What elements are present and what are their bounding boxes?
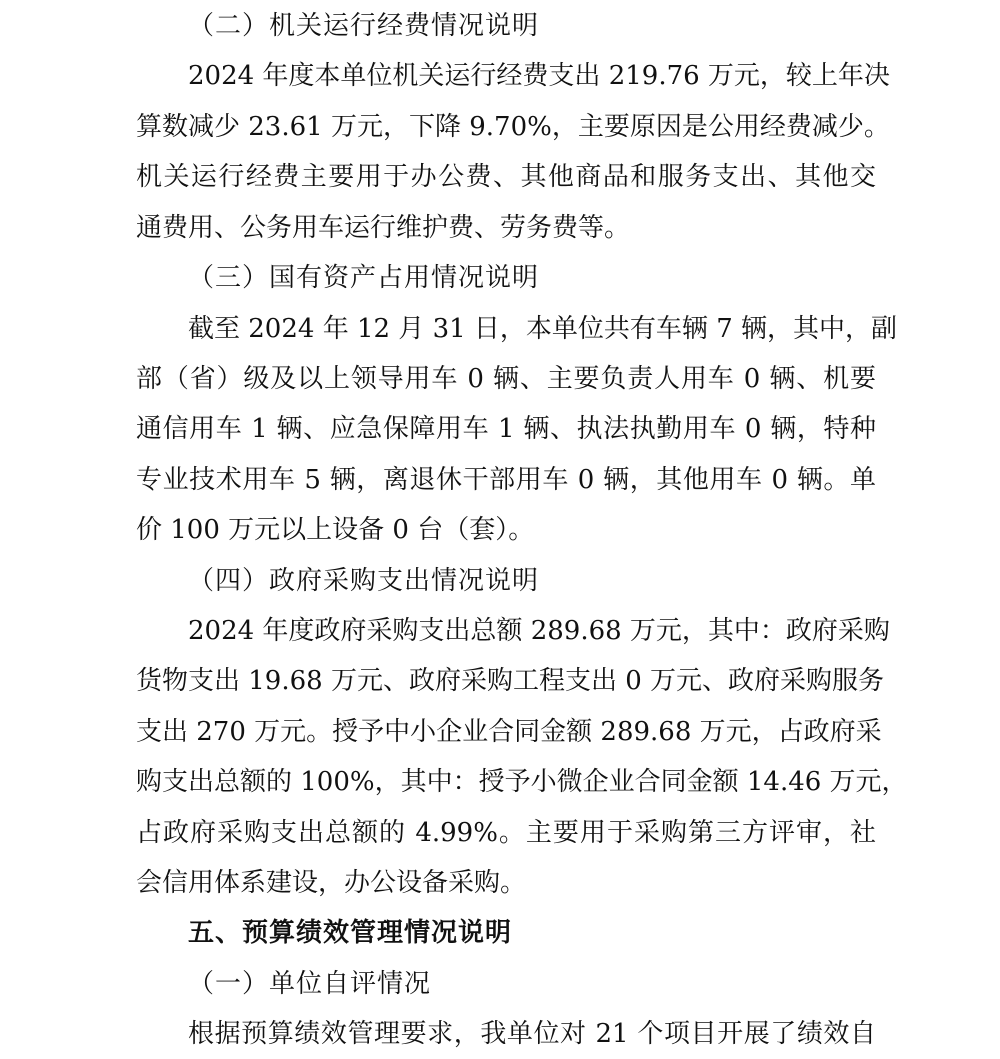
paragraph-line: 根据预算绩效管理要求，我单位对 21 个项目开展了绩效自	[188, 1019, 876, 1049]
section-heading: （三）国有资产占用情况说明	[188, 263, 540, 293]
paragraph-line: 通费用、公务用车运行维护费、劳务费等。	[136, 213, 631, 243]
paragraph-line: 会信用体系建设，办公设备采购。	[136, 868, 527, 898]
paragraph-line: 专业技术用车 5 辆，离退休干部用车 0 辆，其他用车 0 辆。单	[136, 465, 876, 495]
paragraph-line: 部（省）级及以上领导用车 0 辆、主要负责人用车 0 辆、机要	[136, 364, 876, 394]
paragraph-line: 支出 270 万元。授予中小企业合同金额 289.68 万元，占政府采	[136, 717, 882, 747]
paragraph-line: 2024 年度政府采购支出总额 289.68 万元，其中：政府采购	[188, 616, 890, 646]
paragraph-line: 截至 2024 年 12 月 31 日，本单位共有车辆 7 辆，其中，副	[188, 314, 897, 344]
section-heading: （四）政府采购支出情况说明	[188, 566, 540, 596]
paragraph-line: 货物支出 19.68 万元、政府采购工程支出 0 万元、政府采购服务	[136, 666, 885, 696]
section-heading: （二）机关运行经费情况说明	[188, 11, 540, 41]
paragraph-line: 机关运行经费主要用于办公费、其他商品和服务支出、其他交	[136, 162, 876, 192]
paragraph-line: 2024 年度本单位机关运行经费支出 219.76 万元，较上年决	[188, 61, 890, 91]
paragraph-line: 算数减少 23.61 万元，下降 9.70%，主要原因是公用经费减少。	[136, 112, 890, 142]
paragraph-line: 购支出总额的 100%，其中：授予小微企业合同金额 14.46 万元，	[136, 767, 908, 797]
paragraph-line: 价 100 万元以上设备 0 台（套）。	[136, 515, 535, 545]
chapter-title: 五、预算绩效管理情况说明	[188, 918, 513, 948]
paragraph-line: 占政府采购支出总额的 4.99%。主要用于采购第三方评审，社	[136, 818, 876, 848]
section-heading: （一）单位自评情况	[188, 969, 432, 999]
paragraph-line: 通信用车 1 辆、应急保障用车 1 辆、执法执勤用车 0 辆，特种	[136, 414, 876, 444]
